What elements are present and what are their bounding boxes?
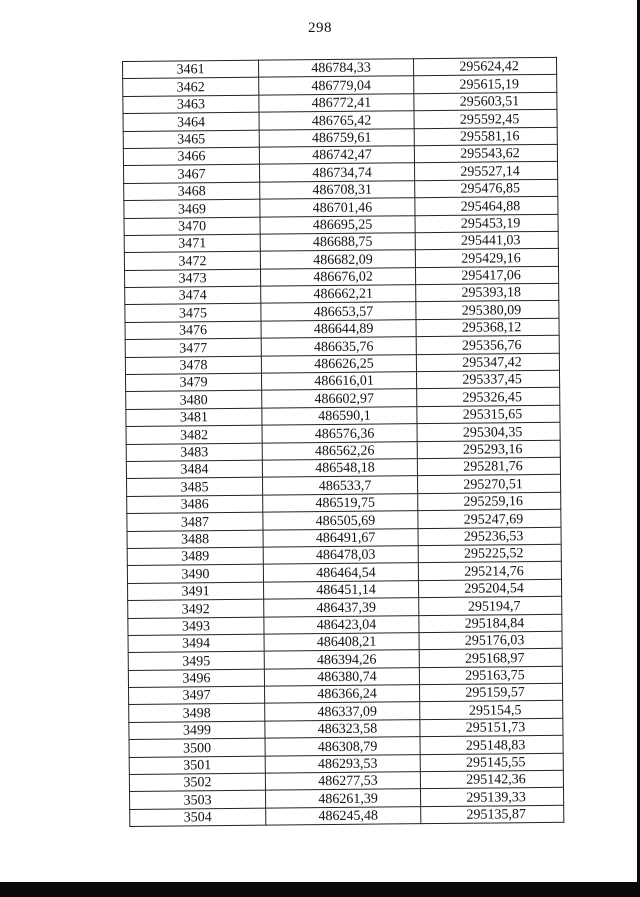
coordinate-x-cell: 486366,24 — [265, 685, 420, 704]
coordinate-y-cell: 295184,84 — [419, 614, 562, 633]
coordinate-y-cell: 295368,12 — [416, 318, 559, 337]
point-number-cell: 3493 — [128, 617, 264, 636]
coordinate-x-cell: 486576,36 — [262, 424, 417, 443]
coordinate-y-cell: 295543,62 — [414, 144, 557, 163]
coordinate-y-cell: 295356,76 — [416, 336, 559, 355]
point-number-cell: 3504 — [130, 808, 266, 827]
point-number-cell: 3480 — [126, 391, 262, 410]
coordinate-y-cell: 295615,19 — [414, 75, 557, 94]
coordinate-y-cell: 295176,03 — [419, 631, 562, 650]
point-number-cell: 3483 — [126, 443, 262, 462]
coordinate-y-cell: 295315,65 — [417, 405, 560, 424]
coordinate-x-cell: 486464,54 — [263, 563, 418, 582]
point-number-cell: 3502 — [129, 773, 265, 792]
point-number-cell: 3465 — [123, 130, 259, 149]
coordinate-x-cell: 486478,03 — [263, 546, 418, 565]
point-number-cell: 3501 — [129, 756, 265, 775]
coordinate-x-cell: 486261,39 — [266, 789, 421, 808]
coordinate-y-cell: 295135,87 — [421, 805, 564, 824]
point-number-cell: 3467 — [124, 165, 260, 184]
point-number-cell: 3477 — [125, 338, 261, 357]
point-number-cell: 3469 — [124, 199, 260, 218]
coordinate-x-cell: 486759,61 — [259, 128, 414, 147]
coordinate-y-cell: 295337,45 — [416, 370, 559, 389]
point-number-cell: 3491 — [128, 582, 264, 601]
coordinate-x-cell: 486437,39 — [264, 598, 419, 617]
coordinate-x-cell: 486548,18 — [262, 459, 417, 478]
coordinate-y-cell: 295270,51 — [417, 475, 560, 494]
coordinate-y-cell: 295476,85 — [415, 179, 558, 198]
point-number-cell: 3490 — [127, 564, 263, 583]
page-number: 298 — [308, 20, 332, 36]
coordinate-x-cell: 486688,75 — [260, 233, 415, 252]
point-number-cell: 3484 — [126, 460, 262, 479]
coordinate-x-cell: 486772,41 — [259, 93, 414, 112]
point-number-cell: 3482 — [126, 425, 262, 444]
coordinate-x-cell: 486394,26 — [264, 650, 419, 669]
point-number-cell: 3498 — [129, 704, 265, 723]
coordinate-x-cell: 486784,33 — [258, 59, 413, 78]
coordinate-y-cell: 295441,03 — [415, 231, 558, 250]
point-number-cell: 3462 — [123, 78, 259, 97]
point-number-cell: 3485 — [127, 478, 263, 497]
coordinates-table-body — [123, 57, 564, 826]
point-number-cell: 3461 — [123, 60, 259, 79]
coordinate-x-cell: 486533,7 — [263, 476, 418, 495]
coordinate-y-cell: 295592,45 — [414, 109, 557, 128]
coordinate-x-cell: 486635,76 — [261, 337, 416, 356]
coordinate-x-cell: 486423,04 — [264, 615, 419, 634]
point-number-cell: 3468 — [124, 182, 260, 201]
point-number-cell: 3481 — [126, 408, 262, 427]
coordinate-x-cell: 486590,1 — [262, 406, 417, 425]
coordinate-y-cell: 295453,19 — [415, 214, 558, 233]
coordinate-y-cell: 295145,55 — [420, 753, 563, 772]
coordinate-y-cell: 295527,14 — [414, 162, 557, 181]
coordinate-x-cell: 486695,25 — [260, 215, 415, 234]
point-number-cell: 3463 — [123, 95, 259, 114]
coordinate-x-cell: 486734,74 — [260, 163, 415, 182]
coordinate-x-cell: 486708,31 — [260, 180, 415, 199]
coordinate-y-cell: 295464,88 — [415, 196, 558, 215]
point-number-cell: 3495 — [128, 651, 264, 670]
coordinate-y-cell: 295393,18 — [416, 283, 559, 302]
coordinate-x-cell: 486519,75 — [263, 493, 418, 512]
scan-border-bottom — [0, 882, 640, 897]
point-number-cell: 3486 — [127, 495, 263, 514]
coordinate-y-cell: 295236,53 — [418, 527, 561, 546]
coordinate-y-cell: 295581,16 — [414, 127, 557, 146]
coordinate-y-cell: 295259,16 — [418, 492, 561, 511]
point-number-cell: 3500 — [129, 738, 265, 757]
coordinate-y-cell: 295603,51 — [414, 92, 557, 111]
coordinate-x-cell: 486380,74 — [264, 667, 419, 686]
coordinate-y-cell: 295247,69 — [418, 509, 561, 528]
point-number-cell: 3489 — [127, 547, 263, 566]
coordinate-y-cell: 295624,42 — [413, 57, 556, 76]
coordinate-y-cell: 295139,33 — [421, 788, 564, 807]
coordinate-x-cell: 486653,57 — [261, 302, 416, 321]
coordinate-y-cell: 295293,16 — [417, 440, 560, 459]
point-number-cell: 3472 — [124, 251, 260, 270]
coordinate-y-cell: 295304,35 — [417, 423, 560, 442]
coordinate-x-cell: 486323,58 — [265, 720, 420, 739]
coordinate-x-cell: 486765,42 — [259, 111, 414, 130]
table-row — [130, 805, 564, 827]
coordinate-x-cell: 486562,26 — [262, 441, 417, 460]
coordinate-x-cell: 486779,04 — [259, 76, 414, 95]
point-number-cell: 3487 — [127, 512, 263, 531]
coordinate-y-cell: 295194,7 — [419, 596, 562, 615]
coordinate-y-cell: 295326,45 — [417, 388, 560, 407]
coordinate-y-cell: 295380,09 — [416, 301, 559, 320]
coordinate-x-cell: 486682,09 — [260, 250, 415, 269]
coordinate-x-cell: 486245,48 — [266, 806, 421, 825]
point-number-cell: 3499 — [129, 721, 265, 740]
coordinate-y-cell: 295142,36 — [420, 770, 563, 789]
coordinate-x-cell: 486644,89 — [261, 320, 416, 339]
coordinate-y-cell: 295225,52 — [418, 544, 561, 563]
coordinate-x-cell: 486293,53 — [265, 754, 420, 773]
coordinate-x-cell: 486662,21 — [261, 285, 416, 304]
coordinate-x-cell: 486701,46 — [260, 198, 415, 217]
point-number-cell: 3479 — [126, 373, 262, 392]
point-number-cell: 3470 — [124, 217, 260, 236]
point-number-cell: 3497 — [129, 686, 265, 705]
coordinates-table — [122, 57, 564, 827]
point-number-cell: 3466 — [123, 147, 259, 166]
coordinate-x-cell: 486277,53 — [265, 772, 420, 791]
point-number-cell: 3475 — [125, 304, 261, 323]
coordinate-x-cell: 486505,69 — [263, 511, 418, 530]
point-number-cell: 3476 — [125, 321, 261, 340]
coordinate-y-cell: 295204,54 — [418, 579, 561, 598]
coordinate-y-cell: 295347,42 — [416, 353, 559, 372]
coordinate-x-cell: 486742,47 — [259, 146, 414, 165]
point-number-cell: 3464 — [123, 112, 259, 131]
coordinate-y-cell: 295154,5 — [420, 701, 563, 720]
coordinate-y-cell: 295168,97 — [419, 649, 562, 668]
coordinate-y-cell: 295214,76 — [418, 562, 561, 581]
coordinate-x-cell: 486676,02 — [261, 267, 416, 286]
coordinate-x-cell: 486616,01 — [262, 372, 417, 391]
coordinate-y-cell: 295159,57 — [420, 683, 563, 702]
coordinate-y-cell: 295151,73 — [420, 718, 563, 737]
coordinate-x-cell: 486308,79 — [265, 737, 420, 756]
coordinate-x-cell: 486491,67 — [263, 528, 418, 547]
point-number-cell: 3488 — [127, 530, 263, 549]
point-number-cell: 3496 — [128, 669, 264, 688]
point-number-cell: 3494 — [128, 634, 264, 653]
point-number-cell: 3503 — [130, 791, 266, 810]
coordinate-y-cell: 295417,06 — [415, 266, 558, 285]
coordinate-x-cell: 486408,21 — [264, 633, 419, 652]
point-number-cell: 3474 — [125, 286, 261, 305]
coordinate-y-cell: 295281,76 — [417, 457, 560, 476]
coordinate-x-cell: 486626,25 — [261, 354, 416, 373]
point-number-cell: 3473 — [125, 269, 261, 288]
coordinate-y-cell: 295429,16 — [415, 249, 558, 268]
coordinate-y-cell: 295148,83 — [420, 736, 563, 755]
point-number-cell: 3478 — [125, 356, 261, 375]
coordinate-x-cell: 486602,97 — [262, 389, 417, 408]
coordinate-y-cell: 295163,75 — [419, 666, 562, 685]
point-number-cell: 3492 — [128, 599, 264, 618]
coordinate-x-cell: 486337,09 — [265, 702, 420, 721]
coordinate-x-cell: 486451,14 — [264, 580, 419, 599]
point-number-cell: 3471 — [124, 234, 260, 253]
